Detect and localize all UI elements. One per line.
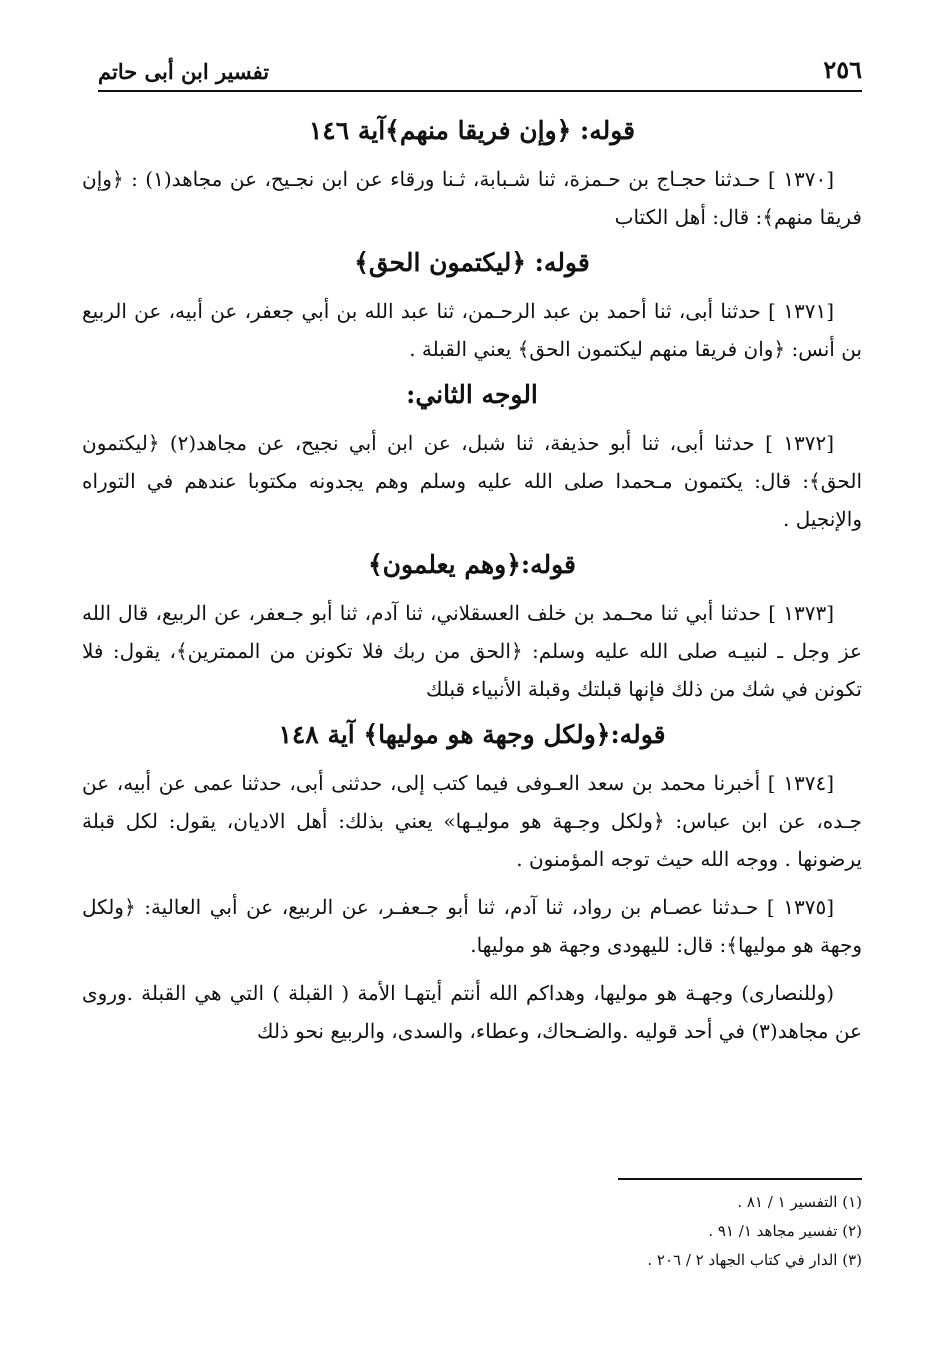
footnote-divider [618, 1178, 862, 1180]
section-heading: قوله:﴿وهم يعلمون﴾ [367, 550, 577, 579]
book-title: تفسير ابن أبى حاتم [98, 59, 270, 84]
section-heading: الوجه الثاني: [406, 380, 538, 409]
running-header [98, 48, 862, 92]
footnotes [400, 1188, 862, 1275]
hadith-paragraph: [١٣٧٣ ] حدثنا أبي ثنا محـمد بن خلف العسقلاني، ثنا آدم، ثنا أبو جـعفر، عن الربيع، قال الله عز وجل ـ لنبيـه صلى الله عليه وسلم: ﴿الحق من ربك فلا تكونن من الممترين﴾، يقول: فلا تكونن في شك من ذلك فإنها قبلتك وقبلة الأنبياء قبلك [82, 601, 862, 701]
main-text [82, 108, 862, 1060]
footnote: (٢) تفسير مجاهد ١/ ٩١ . [708, 1222, 862, 1240]
hadith-paragraph: [١٣٧٤ ] أخبرنا محمد بن سعد العـوفى فيما كتب إلى، حدثنى أبى، حدثنا عمى عن أبيه، عن جـده، عن ابن عباس: ﴿ولكل وجـهة هو موليـها» يعني بذلك: أهل الاديان، يقول: لكل قبلة يرضونها . ووجه الله حيث توجه المؤمنون . [82, 771, 862, 871]
hadith-paragraph: [١٣٧٠ ] حـدثنا حجـاج بن حـمزة، ثنا شـبابة، ثـنا ورقاء عن ابن نجـيح، عن مجاهد(١) : ﴿وإن فريقا منهم﴾: قال: أهل الكتاب [82, 167, 862, 229]
page-number: ٢٥٦ [823, 55, 862, 84]
section-heading: قوله: ﴿وإن فريقا منهم﴾آية ١٤٦ [308, 116, 636, 145]
section-heading: قوله: ﴿ليكتمون الحق﴾ [354, 248, 590, 277]
section-heading: قوله:﴿ولكل وجهة هو موليها﴾ آية ١٤٨ [278, 720, 666, 749]
hadith-paragraph: [١٣٧١ ] حدثنا أبى، ثنا أحمد بن عبد الرحـمن، ثنا عبد الله بن أبي جعفر، عن أبيه، عن الربيع بن أنس: ﴿وان فريقا منهم ليكتمون الحق﴾ يعني القبلة . [82, 299, 862, 361]
commentary-paragraph: (وللنصارى) وجهـة هو موليها، وهداكم الله أنتم أيتهـا الأمة ( القبلة ) التي هي القبلة .وروى عن مجاهد(٣) في أحد قوليه .والضـحاك، وعطاء، والسدى، والربيع نحو ذلك [82, 981, 862, 1043]
footnote: (١) التفسير ١ / ٨١ . [737, 1193, 862, 1211]
hadith-paragraph: [١٣٧٥ ] حـدثنا عصـام بن رواد، ثنا آدم، ثنا أبو جـعفـر، عن الربيع، عن أبي العالية: ﴿ولكل وجهة هو موليها﴾: قال: لليهودى وجهة هو موليها. [82, 895, 862, 957]
footnote: (٣) الدار في كتاب الجهاد ٢ / ٢٠٦ . [647, 1251, 862, 1269]
hadith-paragraph: [١٣٧٢ ] حدثنا أبى، ثنا أبو حذيفة، ثنا شبل، عن ابن أبي نجيح، عن مجاهد(٢) ﴿ليكتمون الحق﴾: قال: يكتمون مـحمدا صلى الله عليه وسلم وهم يجدونه مكتوبا عندهم في التوراه والإنجيل . [82, 431, 862, 531]
